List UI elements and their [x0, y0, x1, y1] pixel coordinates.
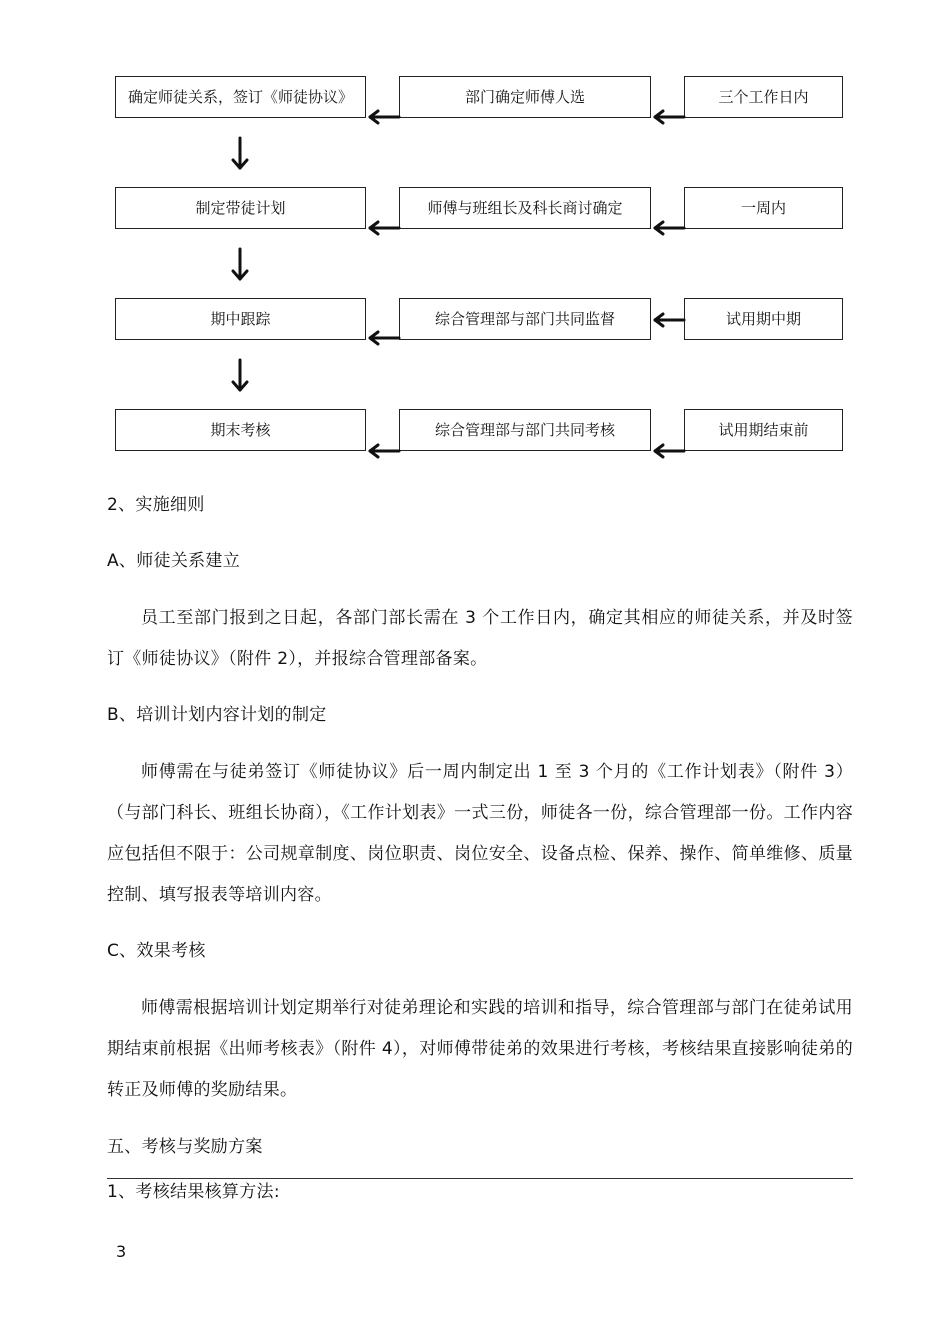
section-5-heading: 五、考核与奖励方案: [107, 1137, 263, 1157]
flow-owner-3-label: 综合管理部与部门共同监督: [434, 309, 615, 328]
subsection-c-heading: C、效果考核: [107, 941, 206, 961]
flow-owner-2-label: 师傅与班组长及科长商讨确定: [427, 198, 623, 217]
subsection-b-paragraph: 师傅需在与徒弟签订《师徒协议》后一周内制定出 1 至 3 个月的《工作计划表》（附件 3）（与部门科长、班组长协商），《工作计划表》一式三份，师徒各一份，综合管理部一份。工作内容应包括但不限于：公司规章制度、岗位职责、岗位安全、设备点检、保养、操作、简单维修、质量控制、填写报表等培训内容。: [107, 762, 853, 905]
subsection-c-paragraph: 师傅需根据培训计划定期举行对徒弟理论和实践的培训和指导，综合管理部与部门在徒弟试用期结束前根据《出师考核表》（附件 4），对师傅带徒弟的效果进行考核，考核结果直接影响徒弟的转正及师傅的奖励结果。: [107, 998, 853, 1100]
item-1-heading: 1、考核结果核算方法:: [107, 1182, 280, 1202]
arrow-down-icon: [233, 138, 247, 168]
arrow-left-icon: [370, 222, 684, 234]
flow-time-2-label: 一周内: [740, 198, 786, 217]
section-2-heading: 2、实施细则: [107, 495, 205, 515]
flow-owner-4-label: 综合管理部与部门共同考核: [434, 420, 615, 439]
subsection-b-heading: B、培训计划内容计划的制定: [107, 705, 327, 725]
flow-step-3-label: 期中跟踪: [210, 309, 271, 328]
flow-step-4-label: 期末考核: [210, 420, 271, 439]
arrow-down-icon: [233, 360, 247, 390]
flow-time-4-label: 试用期结束前: [718, 420, 809, 439]
arrow-down-icon: [233, 249, 247, 279]
flow-step-1-label: 确定师徒关系，签订《师徒协议》: [127, 87, 353, 106]
flow-time-3-label: 试用期中期: [725, 309, 801, 328]
arrow-left-icon: [370, 111, 684, 123]
page-number: 3: [116, 1242, 127, 1261]
subsection-a-paragraph: 员工至部门报到之日起，各部门部长需在 3 个工作日内，确定其相应的师徒关系，并及时签订《师徒协议》（附件 2），并报综合管理部备案。: [107, 608, 853, 669]
arrow-left-icon: [370, 445, 684, 457]
flowchart-arrows: [0, 0, 950, 470]
subsection-a-heading: A、师徒关系建立: [107, 551, 241, 571]
flow-time-1-label: 三个工作日内: [718, 87, 809, 106]
arrow-left-icon: [370, 309, 684, 344]
flow-step-2-label: 制定带徒计划: [195, 198, 286, 217]
horizontal-rule: [107, 1178, 853, 1179]
flow-owner-1-label: 部门确定师傅人选: [464, 87, 585, 106]
